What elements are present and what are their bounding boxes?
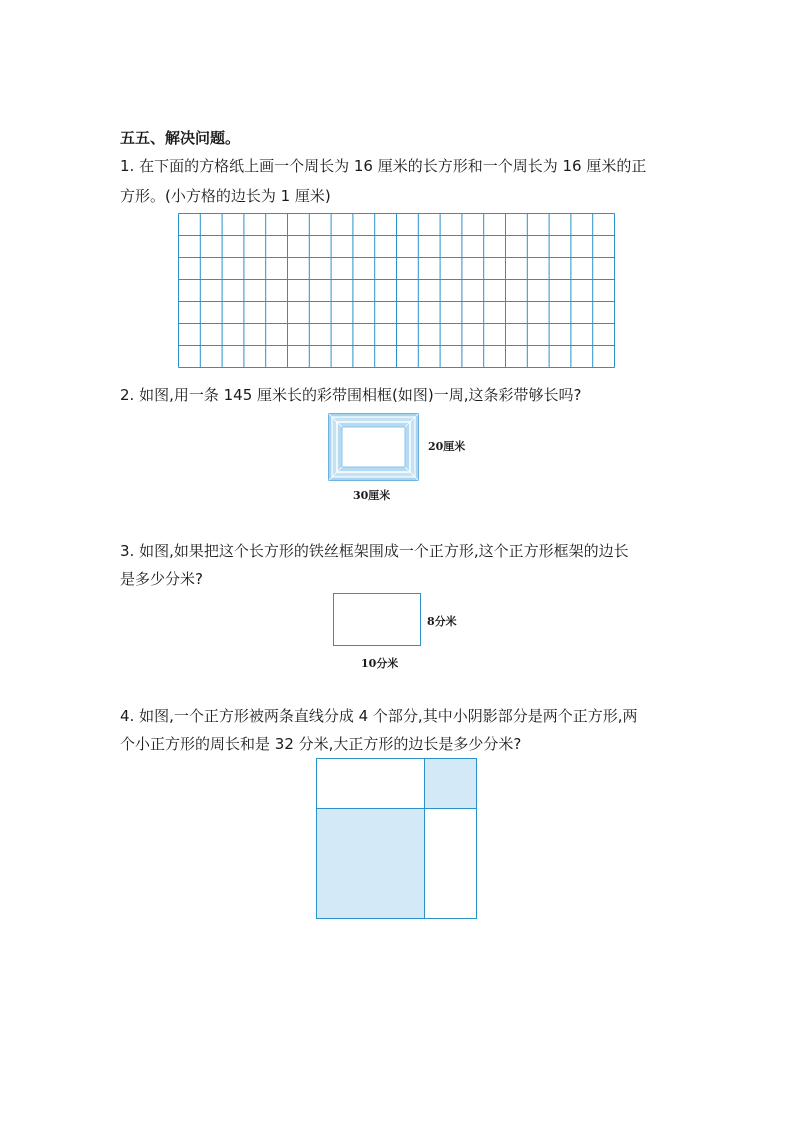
small-shaded-square [425, 759, 477, 809]
wire-rectangle-figure [333, 593, 421, 646]
photo-frame-figure [328, 413, 419, 481]
frame-height-label: 20厘米 [428, 440, 466, 453]
frame-width-label: 30厘米 [353, 489, 391, 502]
section-title: 五五、解决问题。 [120, 129, 241, 147]
question-3-line-1: 3. 如图,如果把这个长方形的铁丝框架围成一个正方形,这个正方形框架的边长 [120, 542, 629, 560]
rectangle-width-label: 10分米 [361, 657, 399, 670]
question-2-line-1: 2. 如图,用一条 145 厘米长的彩带围相框(如图)一周,这条彩带够长吗? [120, 386, 582, 404]
square-grid-paper [178, 213, 615, 368]
rectangle-height-label: 8分米 [427, 615, 457, 628]
question-1-line-1: 1. 在下面的方格纸上画一个周长为 16 厘米的长方形和一个周长为 16 厘米的正 [120, 157, 647, 175]
large-shaded-square [317, 809, 425, 919]
question-4-line-1: 4. 如图,一个正方形被两条直线分成 4 个部分,其中小阴影部分是两个正方形,两 [120, 707, 638, 725]
question-1-line-2: 方形。(小方格的边长为 1 厘米) [120, 187, 331, 205]
question-3-line-2: 是多少分米? [120, 570, 203, 588]
question-4-line-2: 个小正方形的周长和是 32 分米,大正方形的边长是多少分米? [120, 735, 522, 753]
divided-square-figure [316, 758, 477, 919]
